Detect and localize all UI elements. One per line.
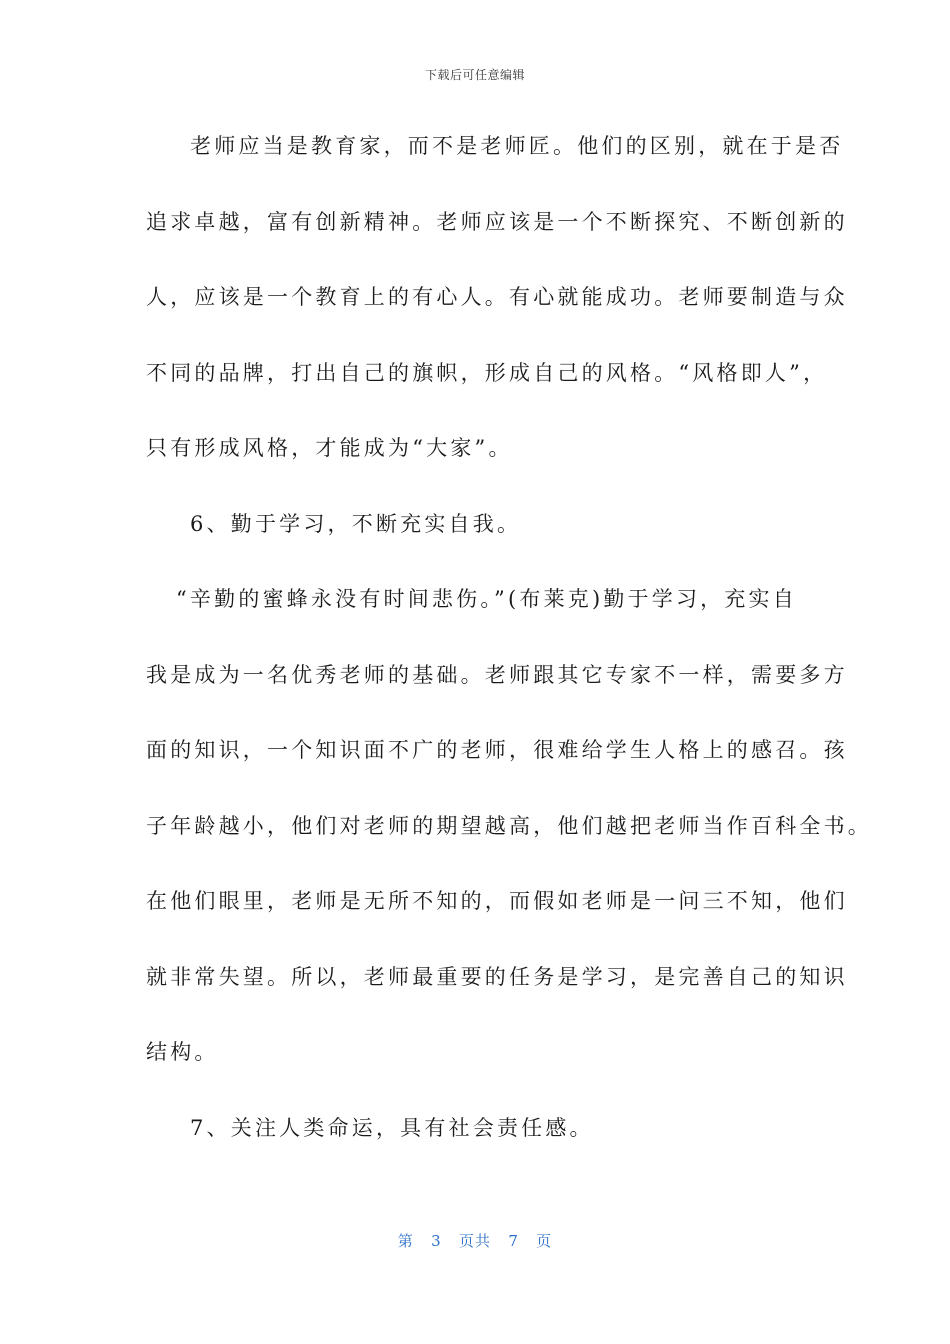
page-header: 下载后可任意编辑 — [424, 68, 525, 82]
footer-page-number: 3 — [431, 1232, 442, 1250]
page-footer — [0, 1230, 950, 1251]
paragraph-line: 老师应当是教育家，而不是老师匠。他们的区别，就在于是否 — [190, 134, 844, 158]
paragraph-line: 不同的品牌，打出自己的旗帜，形成自己的风格。“风格即人”， — [146, 360, 828, 385]
footer-middle: 页共 — [458, 1232, 491, 1250]
section-heading: 6、勤于学习，不断充实自我。 — [190, 511, 522, 536]
footer-total-pages: 7 — [508, 1232, 519, 1250]
paragraph-line: 在他们眼里，老师是无所不知的，而假如老师是一问三不知，他们 — [146, 889, 848, 913]
paragraph-line: 结构。 — [146, 1040, 219, 1064]
paragraph-line: 子年龄越小，他们对老师的期望越高，他们越把老师当作百科全书。 — [146, 813, 872, 838]
paragraph-line: “辛勤的蜜蜂永没有时间悲伤。”(布莱克)勤于学习，充实自 — [176, 587, 797, 611]
paragraph-line: 只有形成风格，才能成为“大家”。 — [146, 436, 513, 460]
footer-suffix: 页 — [536, 1232, 553, 1250]
footer-prefix: 第 — [397, 1232, 414, 1250]
paragraph-line: 就非常失望。所以，老师最重要的任务是学习，是完善自己的知识 — [146, 964, 848, 989]
paragraph-line: 面的知识，一个知识面不广的老师，很难给学生人格上的感召。孩 — [146, 738, 848, 762]
paragraph-line: 我是成为一名优秀老师的基础。老师跟其它专家不一样，需要多方 — [146, 662, 848, 687]
section-heading: 7、关注人类命运，具有社会责任感。 — [190, 1115, 594, 1140]
paragraph-line: 追求卓越，富有创新精神。老师应该是一个不断探究、不断创新的 — [146, 209, 848, 234]
document-body — [146, 128, 872, 1185]
paragraph-line: 人，应该是一个教育上的有心人。有心就能成功。老师要制造与众 — [146, 285, 848, 309]
